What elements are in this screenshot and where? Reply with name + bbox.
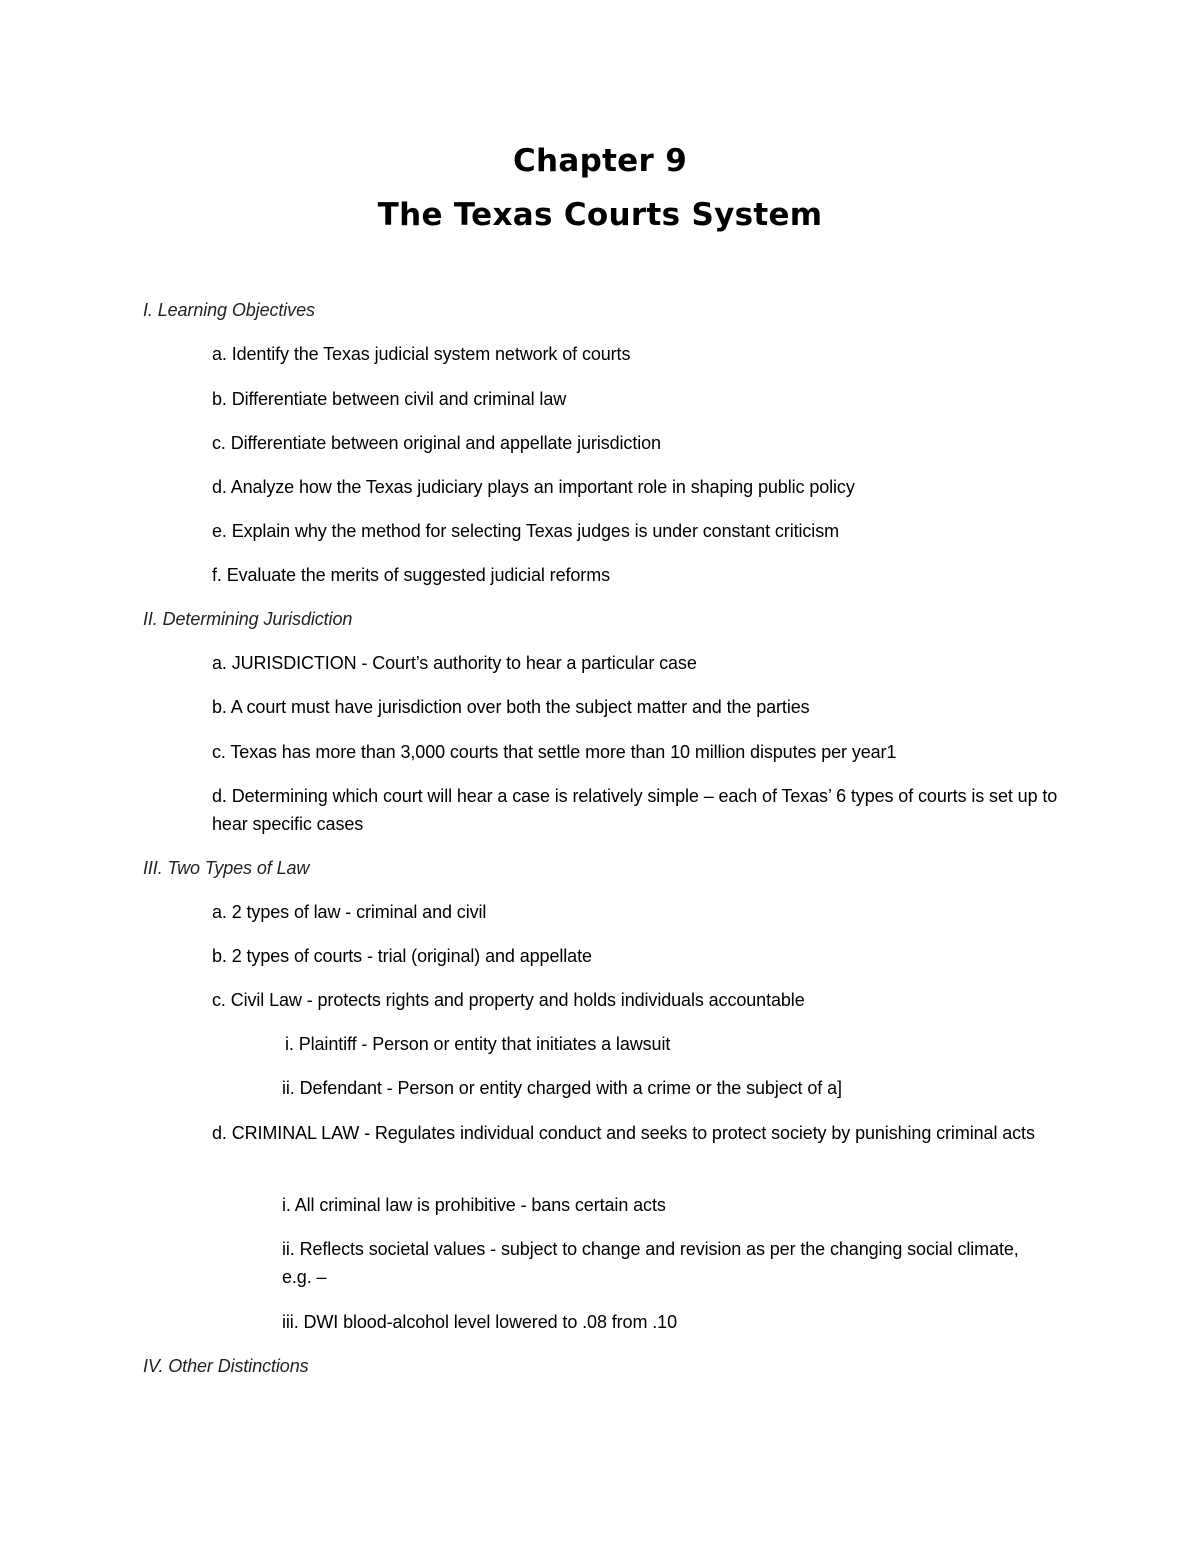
sub-list-item: i. Plaintiff - Person or entity that initiates a lawsuit	[285, 1034, 671, 1054]
sub-list-item: iii. DWI blood-alcohol level lowered to .08 from .10	[282, 1312, 677, 1332]
list-item: b. 2 types of courts - trial (original) and appellate	[212, 946, 592, 966]
list-item: a. Identify the Texas judicial system network of courts	[212, 344, 631, 364]
list-item: c. Texas has more than 3,000 courts that settle more than 10 million disputes per year1	[212, 742, 897, 762]
list-item: f. Evaluate the merits of suggested judicial reforms	[212, 565, 610, 585]
list-item: d. Analyze how the Texas judiciary plays an important role in shaping public policy	[212, 477, 855, 497]
list-item: b. A court must have jurisdiction over both the subject matter and the parties	[212, 697, 810, 717]
list-item: c. Differentiate between original and appellate jurisdiction	[212, 433, 661, 453]
sub-list-item: ii. Reflects societal values - subject to change and revision as per the changing social climate, e.g. –	[282, 1239, 1019, 1287]
list-item: b. Differentiate between civil and criminal law	[212, 389, 567, 409]
list-item: d. Determining which court will hear a case is relatively simple – each of Texas’ 6 types of courts is set up to hear specific cases	[212, 786, 1058, 834]
section-heading-other-distinctions: IV. Other Distinctions	[143, 1356, 309, 1376]
chapter-title: The Texas Courts System	[377, 197, 823, 233]
section-heading-two-types-of-law: III. Two Types of Law	[143, 858, 310, 878]
section-heading-learning-objectives: I. Learning Objectives	[143, 300, 315, 320]
sub-list-item: ii. Defendant - Person or entity charged with a crime or the subject of a]	[282, 1078, 842, 1098]
sub-list-item: i. All criminal law is prohibitive - bans certain acts	[282, 1195, 666, 1215]
chapter-number: Chapter 9	[512, 143, 688, 179]
list-item: a. JURISDICTION - Court’s authority to hear a particular case	[212, 653, 697, 673]
section-heading-determining-jurisdiction: II. Determining Jurisdiction	[143, 609, 353, 629]
list-item: a. 2 types of law - criminal and civil	[212, 902, 487, 922]
list-item: d. CRIMINAL LAW - Regulates individual conduct and seeks to protect society by punishing criminal acts	[212, 1123, 1035, 1143]
list-item: e. Explain why the method for selecting Texas judges is under constant criticism	[212, 521, 839, 541]
list-item: c. Civil Law - protects rights and property and holds individuals accountable	[212, 990, 805, 1010]
